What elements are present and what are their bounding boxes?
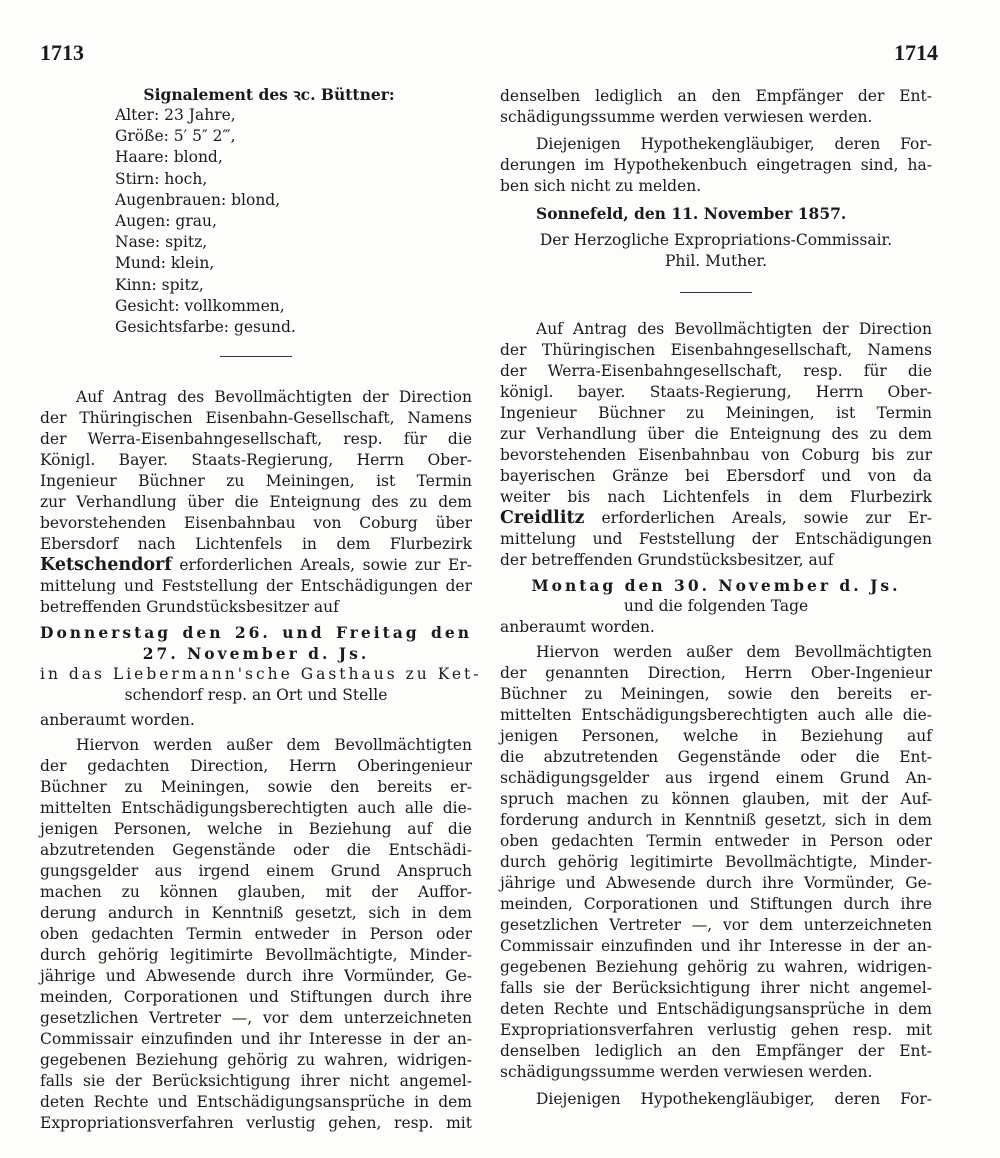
hiervon-line: jenigen Personen, welche in Beziehung auf bbox=[500, 727, 932, 745]
notice-line: Königl. Bayer. Staats-Regierung, Herrn Ober- bbox=[40, 451, 472, 470]
place-date-line: Sonnefeld, den 11. November 1857. bbox=[536, 204, 847, 223]
hiervon-line: abzutretenden Gegenstände oder die Entschädi- bbox=[40, 841, 472, 860]
signalement-item: Größe: 5′ 5″ 2‴, bbox=[115, 127, 236, 146]
commissair-title: Der Herzogliche Expropriations-Commissair. bbox=[539, 231, 893, 249]
notice-line: betreffenden Grundstücksbesitzer auf bbox=[40, 598, 339, 617]
continuation-line: denselben lediglich an den Empfänger der Ent- bbox=[500, 87, 932, 105]
date-line: und die folgenden Tage bbox=[623, 597, 809, 615]
notice-line: mittelung und Feststellung der Entschädigungen bbox=[500, 530, 932, 548]
hiervon-line: der genannten Direction, Herrn Ober-Ingenieur bbox=[500, 664, 932, 682]
hiervon-line: Expropriationsverfahren verlustig gehen resp. mit bbox=[500, 1021, 932, 1039]
signalement-item: Augenbrauen: blond, bbox=[115, 190, 281, 209]
notice-line: der betreffenden Grundstücksbesitzer, auf bbox=[500, 551, 834, 569]
notice-place-line: Ketschendorf erforderlichen Areals, sowie zur Er- bbox=[40, 555, 472, 576]
notice-place-line: Creidlitz erforderlichen Areals, sowie zur Er- bbox=[500, 508, 932, 528]
date-line: Montag den 30. November d. Js. bbox=[531, 576, 901, 595]
notice-line: Auf Antrag des Bevollmächtigten der Direction bbox=[76, 388, 472, 407]
page-number-right: 1714 bbox=[894, 40, 938, 65]
hiervon-line: Büchner zu Meiningen, sowie den bereits er- bbox=[40, 778, 472, 797]
commissair-signature: Phil. Muther. bbox=[664, 252, 768, 270]
hiervon-line: schädigungsgelder aus irgend einem Grund An- bbox=[500, 769, 932, 787]
hiervon-line: denselben lediglich an den Empfänger der Ent- bbox=[500, 1042, 932, 1060]
hypothek-line: derungen im Hypothekenbuch eingetragen sind, ha- bbox=[500, 156, 932, 174]
hiervon-line: meinden, Corporationen und Stiftungen durch ihre bbox=[40, 988, 472, 1007]
signalement-item: Stirn: hoch, bbox=[115, 169, 208, 188]
signalement-item: Mund: klein, bbox=[115, 254, 215, 273]
date-line: Donnerstag den 26. und Freitag den bbox=[40, 623, 472, 643]
hiervon-line: falls sie der Berücksichtigung ihrer nicht angemel- bbox=[40, 1072, 472, 1091]
hypothek-line: ben sich nicht zu melden. bbox=[500, 177, 702, 195]
hiervon-line: gesetzlichen Vertreter —, vor dem unterzeichneten bbox=[500, 916, 932, 934]
hiervon-line: Büchner zu Meiningen, sowie den bereits er- bbox=[500, 685, 932, 703]
hiervon-line: deten Rechte und Entschädigungsansprüche in dem bbox=[40, 1093, 472, 1112]
notice-line: der Thüringischen Eisenbahn-Gesellschaft, Namens bbox=[40, 409, 472, 428]
hiervon-line: jenigen Personen, welche in Beziehung auf die bbox=[40, 820, 472, 839]
notice-line: bevorstehenden Eisenbahnbau von Coburg über bbox=[40, 514, 472, 533]
hiervon-line: Commissair einzufinden und ihr Interesse in der an- bbox=[500, 937, 932, 955]
hiervon-line: mittelten Entschädigungsberechtigten auch alle die- bbox=[40, 799, 472, 818]
notice-line: Ebersdorf nach Lichtenfels in dem Flurbezirk bbox=[40, 535, 472, 554]
page-number-left: 1713 bbox=[40, 40, 84, 65]
venue-line: in das Liebermann'sche Gasthaus zu Ket- bbox=[40, 665, 482, 684]
notice-line: bayerischen Gränze bei Ebersdorf und von da bbox=[500, 467, 932, 485]
notice-line: weiter bis nach Lichtenfels in dem Flurbezirk bbox=[500, 488, 932, 506]
signalement-item: Haare: blond, bbox=[115, 148, 223, 167]
hiervon-line: derung andurch in Kenntniß gesetzt, sich in dem bbox=[40, 904, 472, 923]
place-name: Creidlitz bbox=[500, 508, 585, 528]
notice-line: Ingenieur Büchner zu Meiningen, ist Termin bbox=[500, 404, 932, 422]
venue-line: schendorf resp. an Ort und Stelle bbox=[124, 686, 388, 705]
section-divider bbox=[220, 356, 292, 357]
anberaumt-line: anberaumt worden. bbox=[500, 618, 655, 636]
hiervon-line: Hiervon werden außer dem Bevollmächtigten bbox=[76, 736, 472, 755]
hiervon-line: Hiervon werden außer dem Bevollmächtigten bbox=[536, 643, 932, 661]
hypothek-line: Diejenigen Hypothekengläubiger, deren For- bbox=[536, 1090, 932, 1108]
hiervon-line: Expropriationsverfahren verlustig gehen, resp. mit bbox=[40, 1114, 472, 1133]
signalement-item: Augen: grau, bbox=[115, 212, 217, 231]
signalement-item: Gesichtsfarbe: gesund. bbox=[115, 318, 296, 337]
hiervon-line: jährige und Abwesende durch ihre Vormünder, Ge- bbox=[40, 967, 472, 986]
left-column bbox=[40, 84, 482, 1134]
notice-line: der Werra-Eisenbahngesellschaft, resp. für die bbox=[40, 430, 472, 449]
anberaumt-line: anberaumt worden. bbox=[40, 711, 195, 730]
hiervon-line: durch gehörig legitimirte Bevollmächtigte, Minder- bbox=[40, 946, 472, 965]
hiervon-line: spruch machen zu können glauben, mit der Auf- bbox=[500, 790, 932, 808]
signalement-item: Gesicht: vollkommen, bbox=[115, 296, 285, 315]
notice-line: königl. bayer. Staats-Regierung, Herrn Ober- bbox=[500, 383, 932, 401]
hiervon-line: forderung andurch in Kenntniß gesetzt, sich in dem bbox=[500, 811, 932, 829]
hiervon-line: oben gedachten Termin entweder in Person oder bbox=[500, 832, 932, 850]
date-line: 27. November d. Js. bbox=[142, 644, 370, 664]
hiervon-line: mittelten Entschädigungsberechtigten auch alle die- bbox=[500, 706, 932, 724]
place-name: Ketschendorf bbox=[40, 555, 172, 576]
hiervon-line: gungsgelder aus irgend einem Grund Anspruch bbox=[40, 862, 472, 881]
notice-line: mittelung und Feststellung der Entschädigungen der bbox=[40, 577, 472, 596]
notice-line: bevorstehenden Eisenbahnbau von Coburg bis zur bbox=[500, 446, 932, 464]
signalement-item: Nase: spitz, bbox=[115, 233, 208, 252]
hiervon-line: oben gedachten Termin entweder in Person oder bbox=[40, 925, 472, 944]
hiervon-line: gesetzlichen Vertreter —, vor dem unterzeichneten bbox=[40, 1009, 472, 1028]
notice-line: der Werra-Eisenbahngesellschaft, resp. für die bbox=[500, 362, 932, 380]
hiervon-line: deten Rechte und Entschädigungsansprüche in dem bbox=[500, 1000, 932, 1018]
hiervon-line: gegebenen Beziehung gehörig zu wahren, widrigen- bbox=[500, 958, 932, 976]
section-divider bbox=[680, 292, 752, 293]
signalement-item: Alter: 23 Jahre, bbox=[115, 106, 236, 124]
hiervon-line: gegebenen Beziehung gehörig zu wahren, widrigen- bbox=[40, 1051, 472, 1070]
notice-line: der Thüringischen Eisenbahngesellschaft, Namens bbox=[500, 341, 932, 359]
notice-ketschendorf bbox=[40, 387, 482, 1134]
hiervon-line: der gedachten Direction, Herrn Oberingenieur bbox=[40, 757, 472, 776]
notice-line: Ingenieur Büchner zu Meiningen, ist Termin bbox=[40, 472, 472, 491]
signalement-item: Kinn: spitz, bbox=[115, 275, 204, 294]
signalement-list bbox=[40, 105, 472, 338]
hiervon-line: die abzutretenden Gegenstände oder die Ent- bbox=[500, 748, 932, 766]
hiervon-line: jährige und Abwesende durch ihre Vormünder, Ge- bbox=[500, 874, 932, 892]
notice-line: zur Verhandlung über die Enteignung des zu dem bbox=[40, 493, 472, 512]
notice-creidlitz bbox=[500, 319, 932, 1110]
notice-line: Auf Antrag des Bevollmächtigten der Direction bbox=[536, 320, 932, 338]
hiervon-line: machen zu können glauben, mit der Auffor- bbox=[40, 883, 472, 902]
hiervon-line: meinden, Corporationen und Stiftungen durch ihre bbox=[500, 895, 932, 913]
right-column bbox=[500, 86, 932, 1110]
hypothek-line: Diejenigen Hypothekengläubiger, deren For- bbox=[536, 135, 932, 153]
hiervon-line: Commissair einzufinden und ihr Interesse in der an- bbox=[40, 1030, 472, 1049]
continuation-line: schädigungssumme werden verwiesen werden. bbox=[500, 108, 873, 126]
hiervon-line: schädigungssumme werden verwiesen werden. bbox=[500, 1063, 873, 1081]
hiervon-line: durch gehörig legitimirte Bevollmächtigte, Minder- bbox=[500, 853, 932, 871]
hiervon-line: falls sie der Berücksichtigung ihrer nicht angemel- bbox=[500, 979, 932, 997]
signalement-heading: Signalement des ꝛc. Büttner: bbox=[143, 85, 395, 104]
notice-line: zur Verhandlung über die Enteignung des zu dem bbox=[500, 425, 932, 443]
